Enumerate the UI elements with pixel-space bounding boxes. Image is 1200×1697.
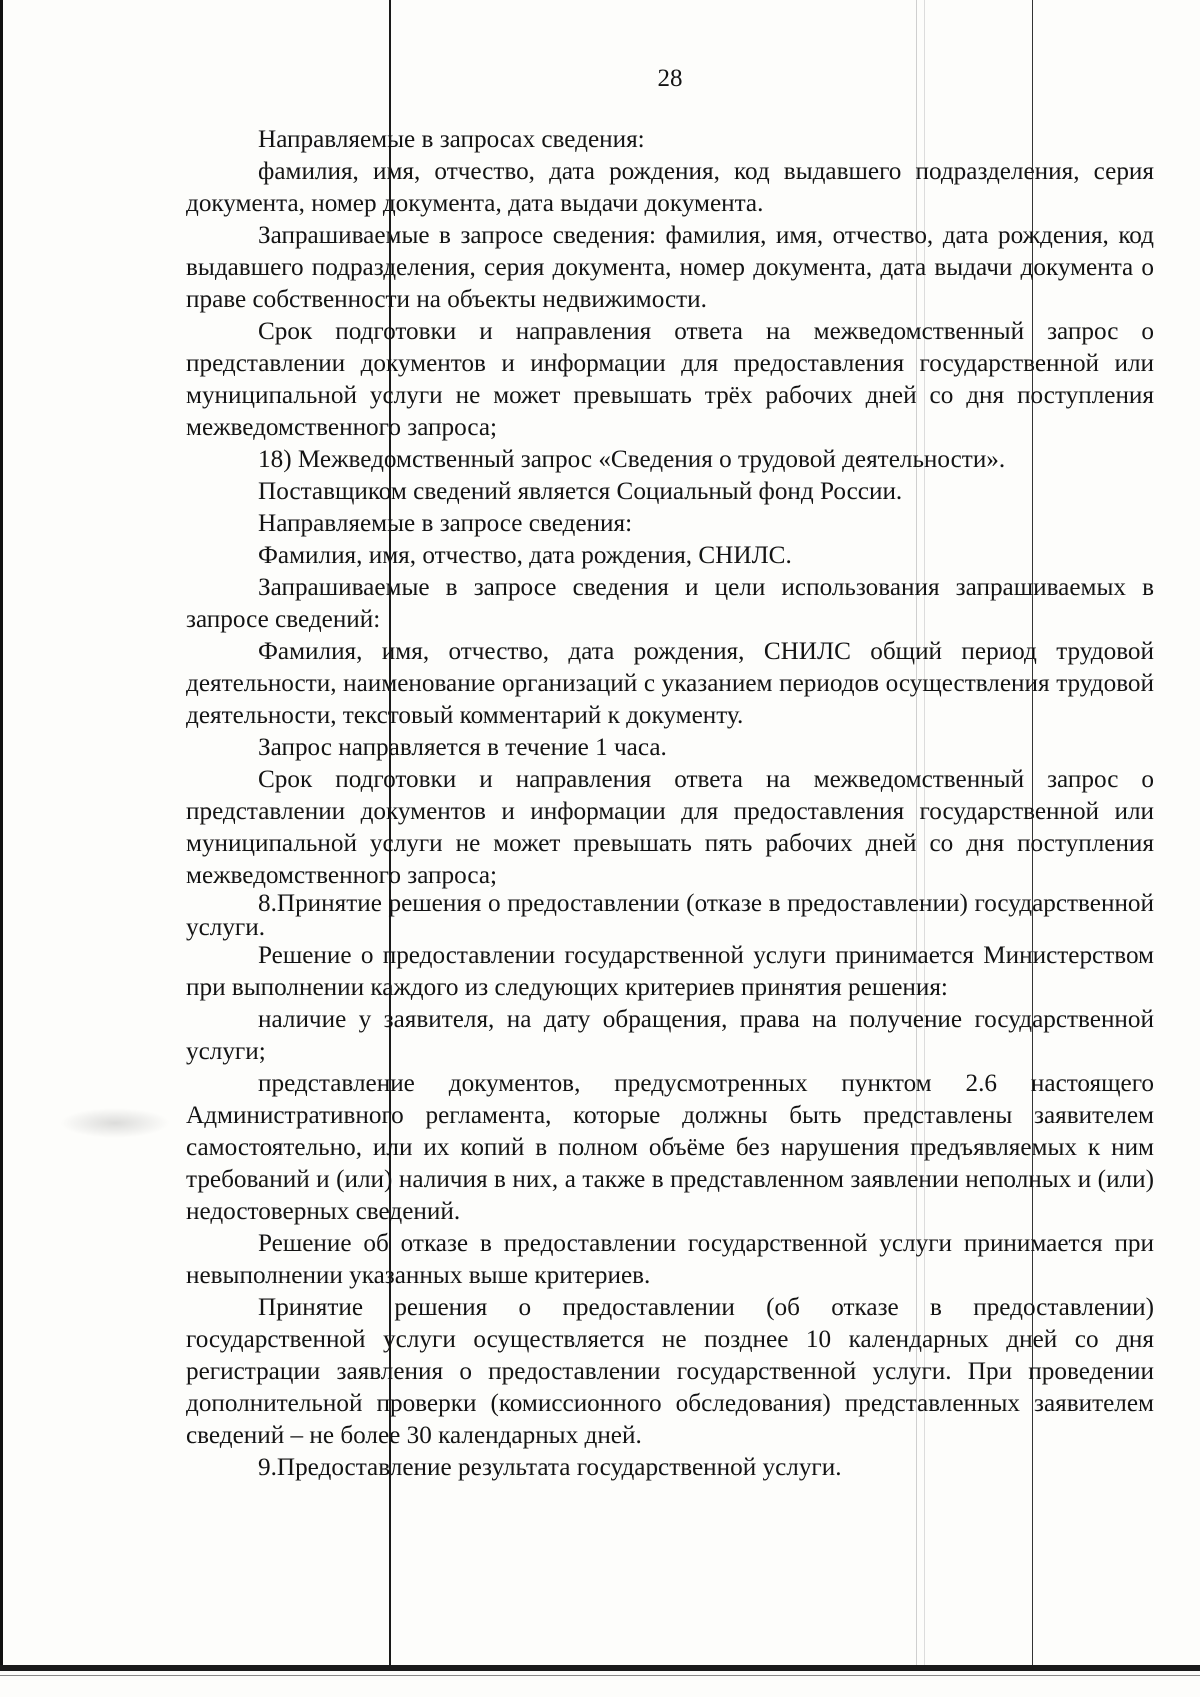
paragraph: Запрашиваемые в запросе сведения и цели использования запрашиваемых в запросе сведений:: [186, 574, 1154, 633]
paragraph: Направляемые в запросе сведения:: [258, 510, 633, 537]
paragraph: Направляемые в запросах сведения:: [258, 126, 645, 153]
scan-edge-bottom-thin: [0, 1675, 1200, 1676]
paragraph: Запрашиваемые в запросе сведения: фамилия, имя, отчество, дата рождения, код выдавшего подразделения, серия документа, номер документа, дата выдачи документа о праве собственности на объекты недвижимости.: [186, 222, 1154, 313]
paragraph: 18) Межведомственный запрос «Сведения о трудовой деятельности».: [258, 446, 1006, 473]
paragraph: Срок подготовки и направления ответа на межведомственный запрос о представлении документов и информации для предоставления государственной или муниципальной услуги не может превышать трёх рабочих дней со дня поступления межведомственного запроса;: [186, 318, 1154, 441]
scan-edge-left: [0, 0, 3, 1665]
paragraph: фамилия, имя, отчество, дата рождения, код выдавшего подразделения, серия документа, номер документа, дата выдачи документа.: [186, 158, 1154, 217]
section-heading: 8.Принятие решения о предоставлении (отказе в предоставлении) государственной услуги.: [186, 890, 1154, 941]
section-heading: 9.Предоставление результата государственной услуги.: [258, 1454, 842, 1481]
paragraph: Запрос направляется в течение 1 часа.: [258, 734, 667, 761]
scan-smudge: [60, 1108, 170, 1138]
document-body: [186, 124, 1154, 1484]
paragraph: Срок подготовки и направления ответа на межведомственный запрос о представлении документов и информации для предоставления государственной или муниципальной услуги не может превышать пять рабочих дней со дня поступления межведомственного запроса;: [186, 766, 1154, 889]
paragraph: Фамилия, имя, отчество, дата рождения, СНИЛС общий период трудовой деятельности, наименование организаций с указанием периодов осуществления трудовой деятельности, текстовый комментарий к документу.: [186, 638, 1154, 729]
paragraph: Принятие решения о предоставлении (об отказе в предоставлении) государственной услуги осуществляется не позднее 10 календарных дней со дня регистрации заявления о предоставлении государственной услуги. При проведении дополнительной проверки (комиссионного обследования) представленных заявителем сведений – не более 30 календарных дней.: [186, 1294, 1154, 1449]
paragraph: Решение об отказе в предоставлении государственной услуги принимается при невыполнении указанных выше критериев.: [186, 1230, 1154, 1289]
paragraph: представление документов, предусмотренных пунктом 2.6 настоящего Административного регламента, которые должны быть представлены заявителем самостоятельно, или их копий в полном объёме без нарушения предъявляемых к ним требований и (или) наличия в них, а также в представленном заявлении неполных и (или) недостоверных сведений.: [186, 1070, 1154, 1225]
page-number: 28: [657, 65, 683, 92]
scan-edge-bottom: [0, 1665, 1200, 1671]
paragraph: наличие у заявителя, на дату обращения, права на получение государственной услуги;: [186, 1006, 1154, 1065]
paragraph: Фамилия, имя, отчество, дата рождения, СНИЛС.: [258, 542, 792, 569]
paragraph: Поставщиком сведений является Социальный фонд России.: [258, 478, 903, 505]
paragraph: Решение о предоставлении государственной услуги принимается Министерством при выполнении каждого из следующих критериев принятия решения:: [186, 942, 1154, 1001]
